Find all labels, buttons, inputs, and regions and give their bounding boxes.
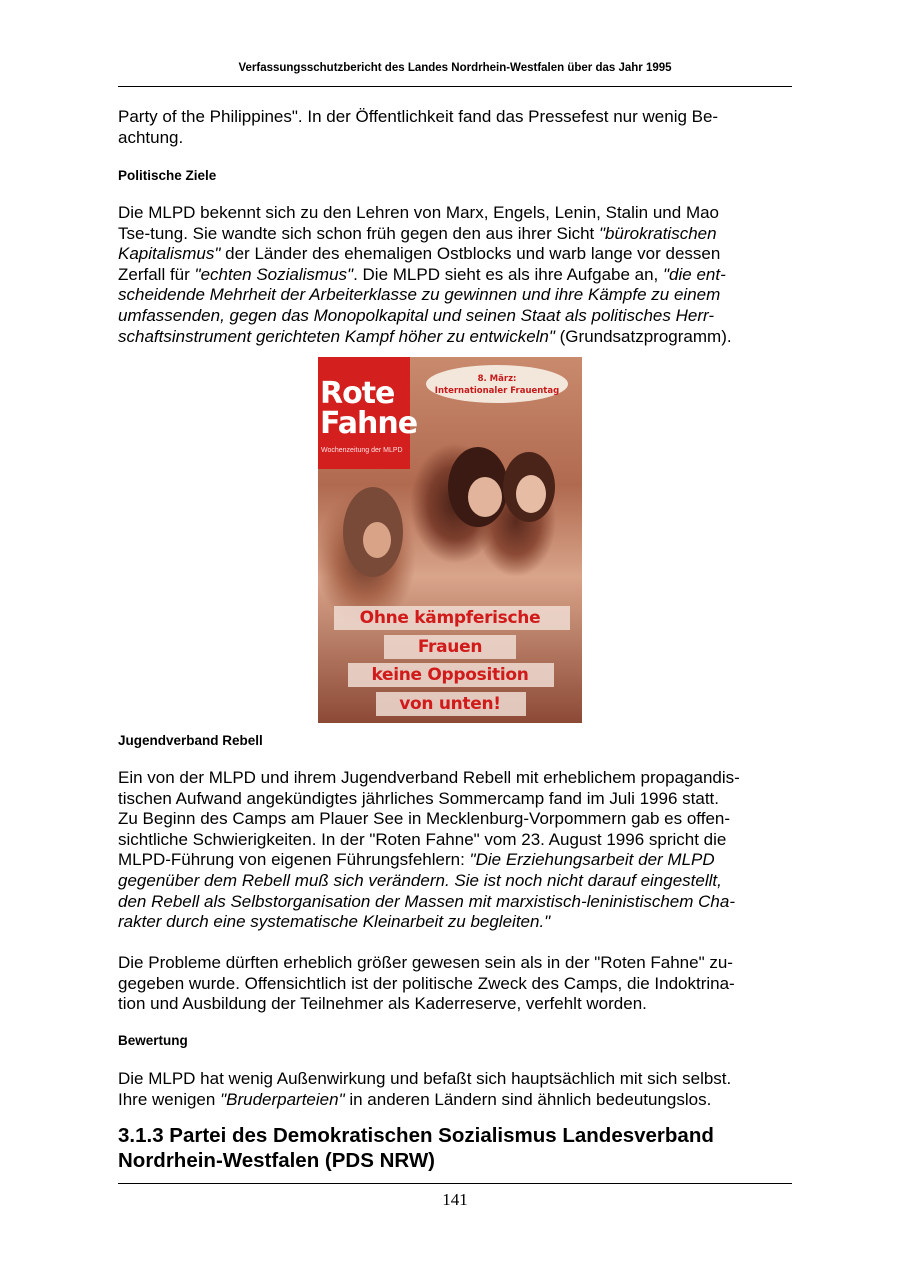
crowd-face	[516, 475, 546, 513]
date-line: Internationaler Frauentag	[434, 386, 560, 396]
quote: "echten Sozialismus"	[194, 264, 354, 284]
quote: den Rebell als Selbstorganisation der Massen mit marxistisch-leninistischem Cha-	[118, 891, 735, 911]
subheading-jugendverband-rebell: Jugendverband Rebell	[118, 733, 263, 748]
slogan-line: Ohne kämpferische	[359, 608, 541, 628]
text-line: sichtliche Schwierigkeiten. In der "Roten Fahne" vom 23. August 1996 spricht die	[118, 829, 727, 849]
text-line: Die Probleme dürften erheblich größer gewesen sein als in der "Roten Fahne" zu-	[118, 953, 733, 972]
quote: "bürokratischen	[599, 223, 717, 243]
section-heading	[118, 1123, 792, 1173]
text-line: . Die MLPD sieht es als ihre Aufgabe an,	[353, 264, 664, 284]
quote: umfassenden, gegen das Monopolkapital und seinen Staat als politisches Herr-	[118, 305, 714, 325]
section-heading-line: Nordrhein-Westfalen (PDS NRW)	[118, 1149, 436, 1172]
running-header: Verfassungsschutzbericht des Landes Nordrhein-Westfalen über das Jahr 1995	[238, 62, 672, 74]
masthead-subtitle: Wochenzeitung der MLPD	[321, 447, 403, 454]
masthead-line: Rote	[320, 376, 395, 411]
quote: schaftsinstrument gerichteten Kampf höher zu entwickeln"	[118, 326, 555, 346]
slogan-line: Frauen	[417, 637, 483, 657]
jugendverband-paragraph-2	[118, 953, 792, 1015]
text-line: der Länder des ehemaligen Ostblocks und warb lange vor dessen	[220, 244, 721, 264]
quote: "Die Erziehungsarbeit der MLPD	[469, 850, 715, 870]
quote: "die ent-	[663, 264, 726, 284]
quote: "Bruderparteien"	[220, 1089, 345, 1109]
subheading-politische-ziele: Politische Ziele	[118, 168, 217, 183]
jugendverband-paragraph-1	[118, 768, 792, 933]
rote-fahne-cover-image	[318, 357, 582, 723]
text-line: gegeben wurde. Offensichtlich ist der politische Zweck des Camps, die Indoktrina-	[118, 973, 735, 993]
text-line: Ihre wenigen	[118, 1089, 221, 1109]
text-line: tion und Ausbildung der Teilnehmer als Kaderreserve, verfehlt worden.	[118, 994, 647, 1014]
date-speech-bubble	[426, 365, 568, 403]
politische-ziele-paragraph	[118, 203, 792, 347]
text-line: achtung.	[118, 127, 184, 147]
slogan-line: von unten!	[399, 694, 501, 714]
text-line: Zerfall für	[118, 264, 195, 284]
crowd-face	[363, 522, 391, 558]
text-line: Die MLPD hat wenig Außenwirkung und befaßt sich hauptsächlich mit sich selbst.	[118, 1069, 732, 1088]
text-line: Tse-tung. Sie wandte sich schon früh gegen den aus ihrer Sicht	[118, 223, 600, 243]
subheading-bewertung: Bewertung	[118, 1033, 188, 1048]
footer-rule	[118, 1183, 792, 1184]
header-rule	[118, 86, 792, 87]
text-line: Zu Beginn des Camps am Plauer See in Mecklenburg-Vorpommern gab es offen-	[118, 809, 731, 829]
slogan-line: keine Opposition	[371, 665, 529, 685]
quote: gegenüber dem Rebell muß sich verändern. Sie ist noch nicht darauf eingestellt,	[118, 870, 722, 890]
bewertung-paragraph	[118, 1069, 792, 1110]
intro-paragraph	[118, 107, 792, 148]
text-line: (Grundsatzprogramm).	[554, 326, 732, 346]
masthead-title	[320, 376, 418, 441]
quote: Kapitalismus"	[118, 244, 221, 264]
text-line: Die MLPD bekennt sich zu den Lehren von Marx, Engels, Lenin, Stalin und Mao	[118, 203, 720, 222]
date-line: 8. März:	[477, 374, 517, 384]
quote: scheidende Mehrheit der Arbeiterklasse zu gewinnen und ihre Kämpfe zu einem	[118, 285, 721, 305]
page-number: 141	[442, 1190, 468, 1209]
text-line: in anderen Ländern sind ähnlich bedeutungslos.	[344, 1089, 712, 1109]
text-line: MLPD-Führung von eigenen Führungsfehlern:	[118, 850, 470, 870]
section-heading-line: 3.1.3 Partei des Demokratischen Sozialismus Landesverband	[118, 1124, 714, 1147]
masthead-line: Fahne	[320, 406, 418, 441]
text-line: Ein von der MLPD und ihrem Jugendverband Rebell mit erheblichem propagandis-	[118, 768, 740, 787]
text-line: Party of the Philippines". In der Öffentlichkeit fand das Pressefest nur wenig Be-	[118, 107, 719, 126]
crowd-face	[468, 477, 502, 517]
text-line: tischen Aufwand angekündigtes jährliches Sommercamp fand im Juli 1996 statt.	[118, 788, 719, 808]
quote: rakter durch eine systematische Kleinarbeit zu begleiten."	[118, 912, 551, 932]
